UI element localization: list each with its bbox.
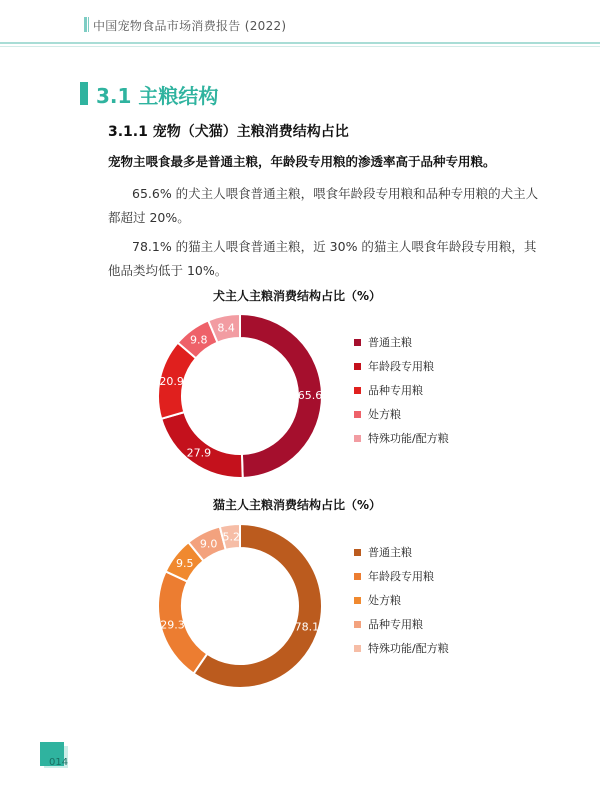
cat-legend-swatch <box>354 573 361 580</box>
cat-slice-label-1: 29.3 <box>160 618 185 632</box>
dog-donut-chart <box>150 306 330 486</box>
paragraph-dog: 65.6% 的犬主人喂食普通主粮，喂食年龄段专用粮和品种专用粮的犬主人都超过 20%。 <box>108 186 539 225</box>
dog-legend-swatch <box>354 435 361 442</box>
cat-donut-chart <box>150 516 330 696</box>
header-accent-line <box>88 17 89 32</box>
dog-legend-swatch <box>354 411 361 418</box>
cat-slice-label-3: 9.0 <box>199 537 218 551</box>
dog-slice-label-4: 8.4 <box>217 321 235 335</box>
section-title: 3.1 主粮结构 <box>96 84 219 108</box>
dog-legend-label: 年龄段专用粮 <box>368 360 434 373</box>
report-title: 中国宠物食品市场消费报告 (2022) <box>93 19 287 33</box>
header-divider-thin <box>0 46 600 47</box>
cat-slice-label-2: 9.5 <box>176 556 194 570</box>
dog-slice-1 <box>161 412 242 478</box>
report-header <box>0 0 600 48</box>
paragraph-cat: 78.1% 的猫主人喂食普通主粮，近 30% 的猫主人喂食年龄段专用粮，其他品类均低于 10%。 <box>108 239 537 278</box>
header-accent-bar <box>84 17 87 32</box>
dog-slice-label-3: 9.8 <box>189 333 208 347</box>
dog-legend-label: 特殊功能/配方粮 <box>368 432 449 445</box>
cat-slice-label-4: 5.2 <box>222 530 241 544</box>
dog-slice-label-2: 20.9 <box>159 375 184 389</box>
page-number: 014 <box>49 757 69 768</box>
dog-legend-label: 品种专用粮 <box>368 384 423 397</box>
cat-legend-swatch <box>354 597 361 604</box>
cat-chart-title: 猫主人主粮消费结构占比（%） <box>213 498 382 512</box>
cat-slice-label-0: 78.1 <box>294 620 320 634</box>
dog-slice-label-0: 65.6 <box>297 388 323 402</box>
summary-text: 宠物主喂食最多是普通主粮，年龄段专用粮的渗透率高于品种专用粮。 <box>108 154 496 169</box>
cat-legend-label: 年龄段专用粮 <box>368 570 434 583</box>
dog-legend-swatch <box>354 387 361 394</box>
cat-legend-label: 特殊功能/配方粮 <box>368 642 449 655</box>
cat-legend-label: 处方粮 <box>368 594 401 607</box>
section-accent-bar <box>80 82 88 105</box>
dog-legend-label: 处方粮 <box>368 408 401 421</box>
cat-legend-label: 普通主粮 <box>368 546 412 559</box>
cat-legend-swatch <box>354 549 361 556</box>
cat-legend-swatch <box>354 645 361 652</box>
dog-slice-label-1: 27.9 <box>186 446 212 460</box>
dog-legend-swatch <box>354 363 361 370</box>
subsection-title: 3.1.1 宠物（犬猫）主粮消费结构占比 <box>108 124 349 140</box>
dog-chart-title: 犬主人主粮消费结构占比（%） <box>213 289 382 303</box>
cat-legend-swatch <box>354 621 361 628</box>
header-divider <box>0 42 600 44</box>
dog-legend-swatch <box>354 339 361 346</box>
dog-legend-label: 普通主粮 <box>368 336 412 349</box>
cat-legend-label: 品种专用粮 <box>368 618 423 631</box>
